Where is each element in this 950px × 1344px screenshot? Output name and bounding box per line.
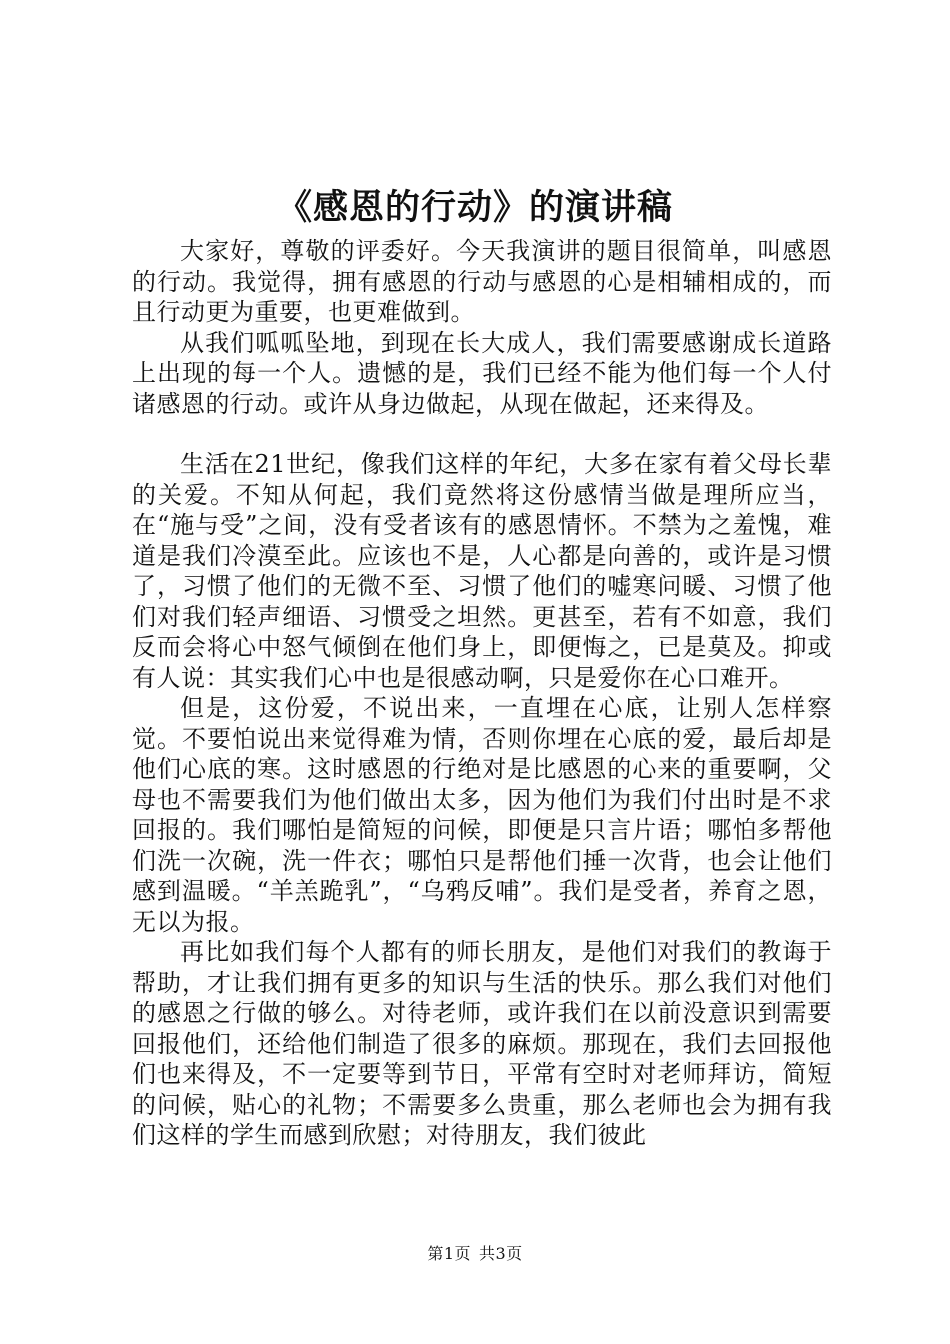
paragraph-5: 再比如我们每个人都有的师长朋友，是他们对我们的教诲于帮助，才让我们拥有更多的知识与生活的快乐。那么我们对他们的感恩之行做的够么。对待老师，或许我们在以前没意识到需要回报他们，还给他们制造了很多的麻烦。那现在，我们去回报他们也来得及，不一定要等到节日，平常有空时对老师拜访，简短的问候，贴心的礼物；不需要多么贵重，那么老师也会为拥有我们这样的学生而感到欣慰；对待朋友，我们彼此 xyxy=(132,938,832,1149)
document-body xyxy=(132,236,832,1151)
paragraph-1: 大家好，尊敬的评委好。今天我演讲的题目很简单，叫感恩的行动。我觉得，拥有感恩的行动与感恩的心是相辅相成的，而且行动更为重要，也更难做到。 xyxy=(132,237,832,326)
document-title: 《感恩的行动》的演讲稿 xyxy=(276,188,673,228)
page-number: 第1页 xyxy=(427,1244,471,1263)
page-total: 共3页 xyxy=(479,1244,523,1263)
paragraph-2: 从我们呱呱坠地，到现在长大成人，我们需要感谢成长道路上出现的每一个人。遗憾的是，我们已经不能为他们每一个人付诸感恩的行动。或许从身边做起，从现在做起，还来得及。 xyxy=(132,328,832,418)
paragraph-3: 生活在21世纪，像我们这样的年纪，大多在家有着父母长辈的关爱。不知从何起，我们竟然将这份感情当做是理所应当，在“施与受”之间，没有受者该有的感恩情怀。不禁为之羞愧，难道是我们冷漠至此。应该也不是，人心都是向善的，或许是习惯了，习惯了他们的无微不至、习惯了他们的嘘寒问暖、习惯了他们对我们轻声细语、习惯受之坦然。更甚至，若有不如意，我们反而会将心中怒气倾倒在他们身上，即便悔之，已是莫及。抑或有人说：其实我们心中也是很感动啊，只是爱你在心口难开。 xyxy=(132,450,832,692)
page-footer xyxy=(0,1244,950,1264)
paragraph-4: 但是，这份爱，不说出来，一直埋在心底，让别人怎样察觉。不要怕说出来觉得难为情，否则你埋在心底的爱，最后却是他们心底的寒。这时感恩的行绝对是比感恩的心来的重要啊，父母也不需要我们为他们做出太多，因为他们为我们付出时是不求回报的。我们哪怕是简短的问候，即便是只言片语；哪怕多帮他们洗一次碗，洗一件衣；哪怕只是帮他们捶一次背，也会让他们感到温暖。“羊羔跪乳”，“乌鸦反哺”。我们是受者，养育之恩，无以为报。 xyxy=(132,694,832,936)
